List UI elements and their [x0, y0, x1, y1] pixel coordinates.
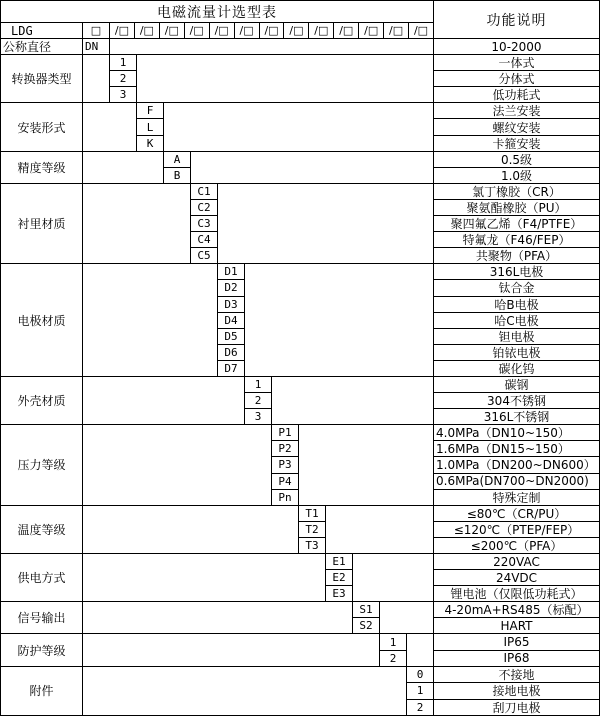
- code-cell: 3: [245, 409, 272, 424]
- spacer-cell: [83, 103, 137, 150]
- description-column: [434, 184, 599, 263]
- spacer-cell: [83, 152, 164, 183]
- code-cell: 1: [407, 683, 434, 699]
- description-column: [434, 425, 599, 504]
- spacer-cell: [83, 667, 407, 715]
- category-group: [1, 667, 599, 715]
- code-column: [110, 55, 137, 102]
- description-cell: 0.5级: [434, 152, 599, 168]
- code-column: [245, 377, 272, 424]
- model-slot-cell: /□: [309, 23, 334, 38]
- model-code-row: [1, 23, 434, 38]
- code-cell: T1: [299, 506, 326, 522]
- description-column: [434, 554, 599, 601]
- code-cell: L: [137, 119, 164, 135]
- category-group: [1, 425, 599, 505]
- spacer-cell: [380, 602, 434, 633]
- code-cell: 0: [407, 667, 434, 683]
- description-cell: 一体式: [434, 55, 599, 71]
- code-cell: D3: [218, 297, 245, 313]
- description-cell: 氯丁橡胶（CR）: [434, 184, 599, 200]
- model-slot-cell: /□: [284, 23, 309, 38]
- category-group: [1, 103, 599, 151]
- spacer-cell: [245, 264, 434, 376]
- description-cell: 低功耗式: [492, 88, 541, 103]
- code-cell: P3: [272, 457, 299, 473]
- code-column: [83, 39, 110, 54]
- description-column: [434, 634, 599, 665]
- description-column: [434, 602, 599, 633]
- category-label: 公称直径: [1, 39, 83, 54]
- description-column: [434, 55, 599, 102]
- category-group: [1, 55, 599, 103]
- code-cell: S2: [353, 618, 380, 633]
- description-cell: ≤80℃（CR/PU）: [434, 506, 599, 522]
- code-cell: C2: [191, 200, 218, 216]
- category-label: 安装形式: [1, 103, 83, 150]
- category-group: [1, 264, 599, 377]
- description-cell: 螺纹安装: [434, 119, 599, 135]
- spacer-cell: [218, 184, 434, 263]
- code-column: [272, 425, 299, 504]
- description-column: [434, 103, 599, 150]
- description-cell: IP68: [503, 651, 530, 666]
- model-slot-cell: /□: [384, 23, 409, 38]
- category-label: 电极材质: [1, 264, 83, 376]
- category-group: [1, 602, 599, 634]
- spacer-cell: [326, 506, 434, 553]
- description-cell: 哈C电极: [434, 313, 599, 329]
- category-label: 外壳材质: [1, 377, 83, 424]
- code-cell: C4: [191, 232, 218, 248]
- spacer-cell: [83, 634, 380, 665]
- description-column: [434, 377, 599, 424]
- category-label: 转换器类型: [1, 55, 83, 102]
- code-column: [326, 554, 353, 601]
- description-cell: 钽电极: [434, 329, 599, 345]
- description-cell: 铂铱电极: [434, 345, 599, 361]
- description-column: [434, 264, 599, 376]
- category-label: 信号输出: [1, 602, 83, 633]
- code-cell: P4: [272, 474, 299, 490]
- model-slot-cell: /□: [334, 23, 359, 38]
- spacer-cell: [407, 634, 434, 665]
- description-cell: 316L不锈钢: [483, 410, 550, 425]
- table-header: [1, 1, 599, 39]
- code-cell: Pn: [272, 490, 299, 505]
- code-cell: K: [137, 136, 164, 151]
- code-column: [380, 634, 407, 665]
- code-cell: E3: [326, 586, 353, 601]
- code-cell: A: [164, 152, 191, 168]
- code-column: [191, 184, 218, 263]
- category-label: 压力等级: [1, 425, 83, 504]
- code-cell: B: [164, 168, 191, 183]
- description-cell: 分体式: [434, 71, 599, 87]
- description-cell: 1.0级: [500, 168, 533, 183]
- code-cell: 2: [245, 393, 272, 409]
- category-label: 防护等级: [1, 634, 83, 665]
- model-slot-cell: /□: [210, 23, 235, 38]
- description-cell: 卡箍安装: [492, 136, 541, 151]
- description-cell: 4-20mA+RS485（标配）: [434, 602, 599, 618]
- model-slots: [110, 23, 434, 38]
- description-cell: 锂电池（仅限低功耗式）: [450, 587, 583, 602]
- spacer-cell: [83, 377, 245, 424]
- description-cell: 220VAC: [434, 554, 599, 570]
- description-cell: IP65: [434, 634, 599, 650]
- description-cell: 接地电极: [434, 683, 599, 699]
- description-cell: 聚氨酯橡胶（PU）: [434, 200, 599, 216]
- category-group: [1, 377, 599, 425]
- spacer-cell: [83, 425, 272, 504]
- description-cell: 特氟龙（F46/FEP）: [434, 232, 599, 248]
- model-slot-cell: /□: [359, 23, 384, 38]
- description-cell: 1.0MPa（DN200~DN600）: [434, 457, 599, 473]
- spacer-cell: [164, 103, 434, 150]
- code-cell: E1: [326, 554, 353, 570]
- category-label: 衬里材质: [1, 184, 83, 263]
- description-cell: 0.6MPa(DN700~DN2000): [434, 474, 599, 490]
- category-group: [1, 554, 599, 602]
- code-cell: C5: [191, 248, 218, 263]
- code-cell: T2: [299, 522, 326, 538]
- code-cell: DN: [83, 39, 110, 54]
- code-column: [137, 103, 164, 150]
- model-slot-cell: /□: [160, 23, 185, 38]
- header-left: [1, 1, 434, 38]
- description-cell: 316L电极: [434, 264, 599, 280]
- category-label: 附件: [1, 667, 83, 715]
- model-box-cell: □: [83, 23, 110, 38]
- code-cell: C1: [191, 184, 218, 200]
- category-groups: [1, 39, 599, 715]
- code-column: [353, 602, 380, 633]
- model-slot-cell: /□: [110, 23, 135, 38]
- code-cell: D5: [218, 329, 245, 345]
- description-cell: 24VDC: [434, 570, 599, 586]
- category-group: [1, 152, 599, 184]
- description-cell: 钛合金: [434, 280, 599, 296]
- category-group: [1, 506, 599, 554]
- description-column: [434, 152, 599, 183]
- spacer-cell: [191, 152, 434, 183]
- code-cell: T3: [299, 538, 326, 553]
- code-cell: D2: [218, 280, 245, 296]
- function-column-header: 功能说明: [486, 12, 547, 29]
- category-label: 温度等级: [1, 506, 83, 553]
- spacer-cell: [83, 506, 299, 553]
- code-cell: 2: [407, 700, 434, 715]
- model-slot-cell: /□: [235, 23, 260, 38]
- code-cell: E2: [326, 570, 353, 586]
- code-cell: D7: [218, 361, 245, 376]
- category-label: 供电方式: [1, 554, 83, 601]
- spacer-cell: [353, 554, 434, 601]
- category-group: [1, 39, 599, 55]
- spacer-cell: [299, 425, 434, 504]
- description-cell: 不接地: [434, 667, 599, 683]
- category-label: 精度等级: [1, 152, 83, 183]
- spacer-cell: [83, 602, 353, 633]
- code-cell: P2: [272, 441, 299, 457]
- description-cell: 10-2000: [491, 39, 542, 54]
- description-cell: 304不锈钢: [434, 393, 599, 409]
- category-group: [1, 634, 599, 666]
- description-cell: HART: [500, 618, 533, 633]
- code-cell: F: [137, 103, 164, 119]
- spacer-cell: [83, 55, 110, 102]
- description-cell: 聚四氟乙烯（F4/PTFE）: [434, 216, 599, 232]
- description-column: [434, 39, 599, 54]
- description-cell: 碳化钨: [498, 361, 535, 376]
- spacer-cell: [272, 377, 434, 424]
- model-prefix: LDG: [1, 23, 83, 38]
- code-cell: D4: [218, 313, 245, 329]
- description-cell: 哈B电极: [434, 297, 599, 313]
- description-cell: 刮刀电极: [492, 700, 541, 715]
- spacer-cell: [83, 184, 191, 263]
- spacer-cell: [83, 554, 326, 601]
- code-cell: D6: [218, 345, 245, 361]
- code-cell: 2: [380, 651, 407, 666]
- description-cell: 4.0MPa（DN10~150）: [434, 425, 599, 441]
- code-column: [407, 667, 434, 715]
- model-slot-cell: /□: [185, 23, 210, 38]
- description-cell: 特殊定制: [492, 490, 541, 505]
- spacer-cell: [137, 55, 434, 102]
- description-column: [434, 506, 599, 553]
- code-column: [299, 506, 326, 553]
- description-cell: 法兰安装: [434, 103, 599, 119]
- code-cell: 2: [110, 71, 137, 87]
- spacer-cell: [83, 264, 218, 376]
- description-cell: ≤120℃（PTEP/FEP）: [434, 522, 599, 538]
- description-cell: ≤200℃（PFA）: [470, 538, 563, 553]
- code-cell: 3: [110, 87, 137, 102]
- description-column: [434, 667, 599, 715]
- model-slot-cell: /□: [260, 23, 285, 38]
- category-group: [1, 184, 599, 264]
- model-slot-cell: /□: [135, 23, 160, 38]
- model-slot-cell: /□: [409, 23, 434, 38]
- code-cell: C3: [191, 216, 218, 232]
- code-cell: 1: [110, 55, 137, 71]
- spacer-cell: [110, 39, 434, 54]
- description-cell: 碳钢: [434, 377, 599, 393]
- code-cell: D1: [218, 264, 245, 280]
- page-title: 电磁流量计选型表: [1, 1, 434, 23]
- code-cell: 1: [380, 634, 407, 650]
- code-cell: P1: [272, 425, 299, 441]
- description-cell: 1.6MPa（DN15~150）: [434, 441, 599, 457]
- code-cell: 1: [245, 377, 272, 393]
- code-cell: S1: [353, 602, 380, 618]
- code-column: [218, 264, 245, 376]
- code-column: [164, 152, 191, 183]
- description-cell: 共聚物（PFA）: [475, 249, 558, 264]
